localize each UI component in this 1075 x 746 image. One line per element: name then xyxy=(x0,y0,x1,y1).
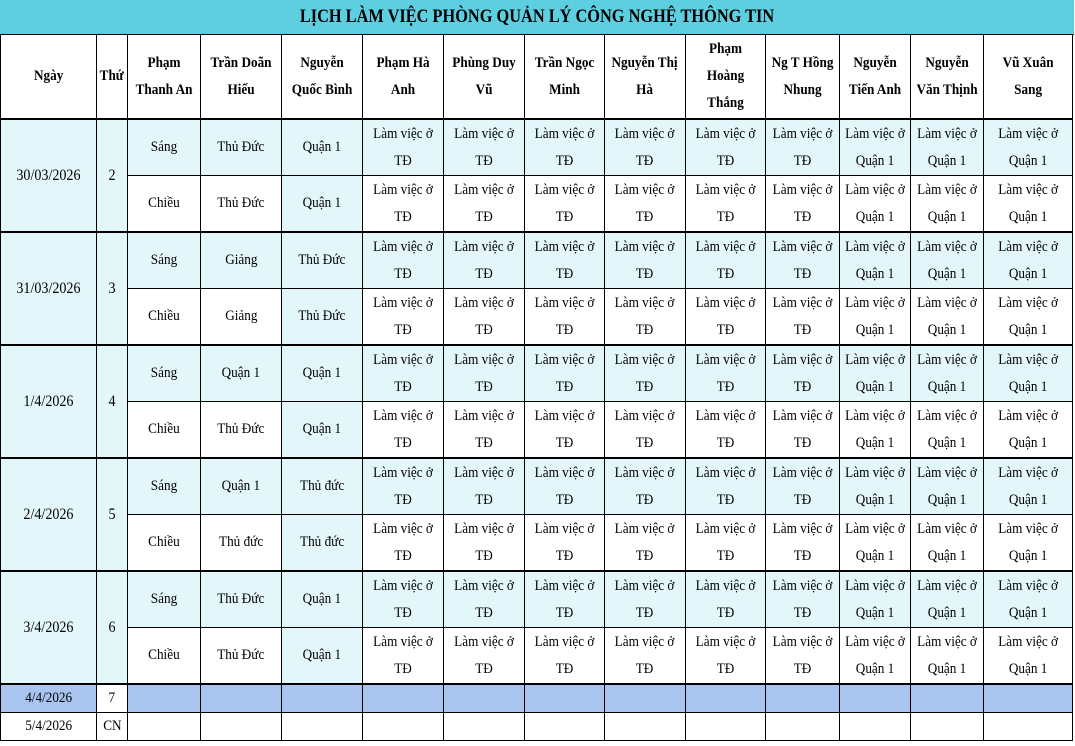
schedule-cell: Quận 1 xyxy=(201,345,282,402)
schedule-cell: Làm việc ở TĐ xyxy=(525,289,605,346)
empty-cell xyxy=(605,684,685,713)
column-header: Phạm Hà Anh xyxy=(363,35,444,120)
schedule-cell: Làm việc ở Quận 1 xyxy=(910,515,983,572)
session-cell: Chiều xyxy=(128,176,201,233)
empty-cell xyxy=(128,713,201,741)
schedule-cell: Làm việc ở TĐ xyxy=(685,289,765,346)
session-row xyxy=(1,515,1073,572)
schedule-cell: Làm việc ở TĐ xyxy=(605,345,685,402)
schedule-cell: Làm việc ở TĐ xyxy=(363,289,444,346)
schedule-cell: Làm việc ở Quận 1 xyxy=(910,289,983,346)
schedule-cell: Làm việc ở TĐ xyxy=(363,571,444,628)
column-header: Phạm Thanh An xyxy=(128,35,201,120)
weekday-cell: 5 xyxy=(97,458,128,571)
schedule-cell: Làm việc ở Quận 1 xyxy=(839,176,910,233)
schedule-table xyxy=(0,34,1073,741)
schedule-cell: Làm việc ở TĐ xyxy=(685,458,765,515)
session-row xyxy=(1,628,1073,685)
schedule-cell: Quận 1 xyxy=(282,571,363,628)
schedule-cell: Làm việc ở Quận 1 xyxy=(839,232,910,289)
session-cell: Chiều xyxy=(128,289,201,346)
schedule-cell: Làm việc ở TĐ xyxy=(525,232,605,289)
weekday-cell: 4 xyxy=(97,345,128,458)
weekday-cell: 6 xyxy=(97,571,128,684)
schedule-cell: Làm việc ở Quận 1 xyxy=(910,458,983,515)
schedule-cell: Quận 1 xyxy=(282,402,363,459)
schedule-cell: Làm việc ở TĐ xyxy=(444,119,525,176)
schedule-cell: Làm việc ở TĐ xyxy=(444,176,525,233)
schedule-cell: Làm việc ở TĐ xyxy=(525,176,605,233)
weekend-row xyxy=(1,713,1073,741)
schedule-cell: Làm việc ở TĐ xyxy=(605,289,685,346)
schedule-cell: Thủ đức xyxy=(201,515,282,572)
empty-cell xyxy=(363,684,444,713)
empty-cell xyxy=(282,713,363,741)
empty-cell xyxy=(983,713,1072,741)
page-title: LỊCH LÀM VIỆC PHÒNG QUẢN LÝ CÔNG NGHỆ THÔNG TIN xyxy=(299,6,775,27)
schedule-cell: Làm việc ở TĐ xyxy=(765,402,839,459)
schedule-cell: Làm việc ở TĐ xyxy=(765,628,839,685)
schedule-cell: Quận 1 xyxy=(201,458,282,515)
schedule-cell: Làm việc ở Quận 1 xyxy=(983,232,1072,289)
schedule-cell: Làm việc ở TĐ xyxy=(363,628,444,685)
weekday-cell: 7 xyxy=(97,684,128,713)
schedule-cell: Quận 1 xyxy=(282,628,363,685)
column-header: Nguyễn Thị Hà xyxy=(605,35,685,120)
schedule-cell: Làm việc ở TĐ xyxy=(444,345,525,402)
schedule-cell: Làm việc ở Quận 1 xyxy=(983,628,1072,685)
column-header: Thứ xyxy=(97,35,128,120)
schedule-cell: Làm việc ở TĐ xyxy=(525,458,605,515)
schedule-cell: Làm việc ở TĐ xyxy=(444,289,525,346)
column-header: Vũ Xuân Sang xyxy=(983,35,1072,120)
empty-cell xyxy=(910,684,983,713)
session-cell: Chiều xyxy=(128,402,201,459)
schedule-cell: Làm việc ở TĐ xyxy=(685,628,765,685)
schedule-cell: Làm việc ở Quận 1 xyxy=(839,628,910,685)
schedule-cell: Làm việc ở Quận 1 xyxy=(983,345,1072,402)
column-header: Nguyễn Quốc Bình xyxy=(282,35,363,120)
empty-cell xyxy=(685,684,765,713)
schedule-cell: Làm việc ở Quận 1 xyxy=(839,571,910,628)
schedule-cell: Làm việc ở Quận 1 xyxy=(910,345,983,402)
schedule-cell: Làm việc ở TĐ xyxy=(605,402,685,459)
session-cell: Sáng xyxy=(128,345,201,402)
schedule-cell: Làm việc ở TĐ xyxy=(605,571,685,628)
schedule-cell: Làm việc ở TĐ xyxy=(605,458,685,515)
schedule-cell: Làm việc ở TĐ xyxy=(525,628,605,685)
column-header: Nguyễn Tiến Anh xyxy=(839,35,910,120)
schedule-cell: Làm việc ở TĐ xyxy=(765,119,839,176)
schedule-cell: Làm việc ở Quận 1 xyxy=(839,402,910,459)
schedule-cell: Làm việc ở Quận 1 xyxy=(839,458,910,515)
schedule-cell: Làm việc ở Quận 1 xyxy=(983,289,1072,346)
column-header: Trần Doãn Hiếu xyxy=(201,35,282,120)
schedule-cell: Làm việc ở TĐ xyxy=(444,628,525,685)
session-cell: Chiều xyxy=(128,515,201,572)
schedule-cell: Làm việc ở TĐ xyxy=(444,232,525,289)
schedule-cell: Làm việc ở Quận 1 xyxy=(910,232,983,289)
schedule-cell: Làm việc ở TĐ xyxy=(525,515,605,572)
column-header: Phùng Duy Vũ xyxy=(444,35,525,120)
empty-cell xyxy=(444,713,525,741)
date-cell: 2/4/2026 xyxy=(1,458,97,571)
schedule-cell: Thủ Đức xyxy=(201,628,282,685)
schedule-cell: Làm việc ở TĐ xyxy=(765,232,839,289)
schedule-cell: Làm việc ở TĐ xyxy=(605,119,685,176)
empty-cell xyxy=(525,713,605,741)
schedule-cell: Làm việc ở Quận 1 xyxy=(983,119,1072,176)
session-row xyxy=(1,458,1073,515)
schedule-cell: Làm việc ở TĐ xyxy=(363,176,444,233)
date-cell: 4/4/2026 xyxy=(1,684,97,713)
schedule-cell: Làm việc ở Quận 1 xyxy=(983,571,1072,628)
session-row xyxy=(1,345,1073,402)
schedule-cell: Làm việc ở TĐ xyxy=(363,119,444,176)
schedule-cell: Làm việc ở TĐ xyxy=(765,345,839,402)
schedule-cell: Thủ Đức xyxy=(282,232,363,289)
schedule-cell: Làm việc ở TĐ xyxy=(444,458,525,515)
empty-cell xyxy=(839,713,910,741)
empty-cell xyxy=(910,713,983,741)
header-row xyxy=(1,35,1073,120)
schedule-cell: Làm việc ở TĐ xyxy=(765,515,839,572)
schedule-cell: Làm việc ở Quận 1 xyxy=(910,119,983,176)
empty-cell xyxy=(983,684,1072,713)
empty-cell xyxy=(201,684,282,713)
empty-cell xyxy=(444,684,525,713)
weekday-cell: 2 xyxy=(97,119,128,232)
schedule-cell: Làm việc ở Quận 1 xyxy=(839,345,910,402)
date-cell: 31/03/2026 xyxy=(1,232,97,345)
schedule-cell: Thủ Đức xyxy=(201,571,282,628)
date-cell: 1/4/2026 xyxy=(1,345,97,458)
schedule-cell: Làm việc ở TĐ xyxy=(605,232,685,289)
empty-cell xyxy=(363,713,444,741)
schedule-cell: Giảng xyxy=(201,232,282,289)
column-header: Trần Ngọc Minh xyxy=(525,35,605,120)
schedule-cell: Làm việc ở TĐ xyxy=(685,515,765,572)
schedule-cell: Làm việc ở TĐ xyxy=(765,571,839,628)
schedule-cell: Làm việc ở TĐ xyxy=(765,176,839,233)
session-cell: Sáng xyxy=(128,232,201,289)
schedule-cell: Làm việc ở TĐ xyxy=(685,119,765,176)
schedule-cell: Làm việc ở TĐ xyxy=(605,515,685,572)
schedule-cell: Quận 1 xyxy=(282,345,363,402)
column-header: Ng T Hồng Nhung xyxy=(765,35,839,120)
schedule-cell: Làm việc ở TĐ xyxy=(525,571,605,628)
empty-cell xyxy=(605,713,685,741)
schedule-cell: Thủ đức xyxy=(282,458,363,515)
empty-cell xyxy=(201,713,282,741)
schedule-cell: Làm việc ở Quận 1 xyxy=(910,402,983,459)
column-header: Nguyễn Văn Thịnh xyxy=(910,35,983,120)
schedule-cell: Làm việc ở TĐ xyxy=(444,402,525,459)
schedule-cell: Làm việc ở Quận 1 xyxy=(839,515,910,572)
date-cell: 3/4/2026 xyxy=(1,571,97,684)
session-cell: Sáng xyxy=(128,119,201,176)
session-row xyxy=(1,402,1073,459)
empty-cell xyxy=(282,684,363,713)
schedule-cell: Làm việc ở TĐ xyxy=(444,571,525,628)
schedule-cell: Làm việc ở TĐ xyxy=(525,345,605,402)
weekday-cell: CN xyxy=(97,713,128,741)
column-header: Ngày xyxy=(1,35,97,120)
empty-cell xyxy=(765,713,839,741)
schedule-cell: Làm việc ở Quận 1 xyxy=(983,458,1072,515)
schedule-cell: Làm việc ở TĐ xyxy=(685,176,765,233)
empty-cell xyxy=(685,713,765,741)
schedule-cell: Làm việc ở TĐ xyxy=(525,402,605,459)
schedule-cell: Làm việc ở TĐ xyxy=(444,515,525,572)
empty-cell xyxy=(839,684,910,713)
schedule-cell: Quận 1 xyxy=(282,176,363,233)
schedule-cell: Làm việc ở TĐ xyxy=(363,515,444,572)
weekday-cell: 3 xyxy=(97,232,128,345)
date-cell: 30/03/2026 xyxy=(1,119,97,232)
session-row xyxy=(1,119,1073,176)
schedule-cell: Thủ Đức xyxy=(201,119,282,176)
column-header: Phạm Hoàng Thắng xyxy=(685,35,765,120)
schedule-cell: Làm việc ở TĐ xyxy=(685,402,765,459)
schedule-cell: Làm việc ở Quận 1 xyxy=(910,628,983,685)
schedule-cell: Làm việc ở TĐ xyxy=(605,176,685,233)
session-row xyxy=(1,289,1073,346)
schedule-cell: Làm việc ở TĐ xyxy=(363,345,444,402)
session-cell: Sáng xyxy=(128,458,201,515)
schedule-cell: Làm việc ở TĐ xyxy=(765,289,839,346)
date-cell: 5/4/2026 xyxy=(1,713,97,741)
schedule-cell: Làm việc ở TĐ xyxy=(363,402,444,459)
empty-cell xyxy=(128,684,201,713)
schedule-cell: Làm việc ở TĐ xyxy=(363,458,444,515)
schedule-cell: Làm việc ở TĐ xyxy=(685,232,765,289)
schedule-cell: Làm việc ở TĐ xyxy=(605,628,685,685)
session-cell: Chiều xyxy=(128,628,201,685)
schedule-cell: Thủ Đức xyxy=(201,176,282,233)
schedule-cell: Làm việc ở Quận 1 xyxy=(839,119,910,176)
schedule-cell: Làm việc ở Quận 1 xyxy=(910,571,983,628)
schedule-cell: Làm việc ở Quận 1 xyxy=(910,176,983,233)
weekend-row xyxy=(1,684,1073,713)
schedule-cell: Làm việc ở Quận 1 xyxy=(983,176,1072,233)
session-row xyxy=(1,176,1073,233)
schedule-cell: Làm việc ở TĐ xyxy=(363,232,444,289)
schedule-cell: Làm việc ở Quận 1 xyxy=(983,402,1072,459)
schedule-cell: Làm việc ở TĐ xyxy=(685,345,765,402)
empty-cell xyxy=(525,684,605,713)
schedule-cell: Làm việc ở TĐ xyxy=(525,119,605,176)
schedule-cell: Làm việc ở TĐ xyxy=(765,458,839,515)
schedule-cell: Giảng xyxy=(201,289,282,346)
schedule-cell: Làm việc ở Quận 1 xyxy=(983,515,1072,572)
schedule-cell: Thủ Đức xyxy=(282,289,363,346)
schedule-cell: Làm việc ở TĐ xyxy=(685,571,765,628)
schedule-cell: Thủ Đức xyxy=(201,402,282,459)
schedule-cell: Quận 1 xyxy=(282,119,363,176)
schedule-cell: Làm việc ở Quận 1 xyxy=(839,289,910,346)
title-bar xyxy=(0,0,1074,35)
schedule-cell: Thủ đức xyxy=(282,515,363,572)
session-row xyxy=(1,571,1073,628)
empty-cell xyxy=(765,684,839,713)
session-cell: Sáng xyxy=(128,571,201,628)
session-row xyxy=(1,232,1073,289)
